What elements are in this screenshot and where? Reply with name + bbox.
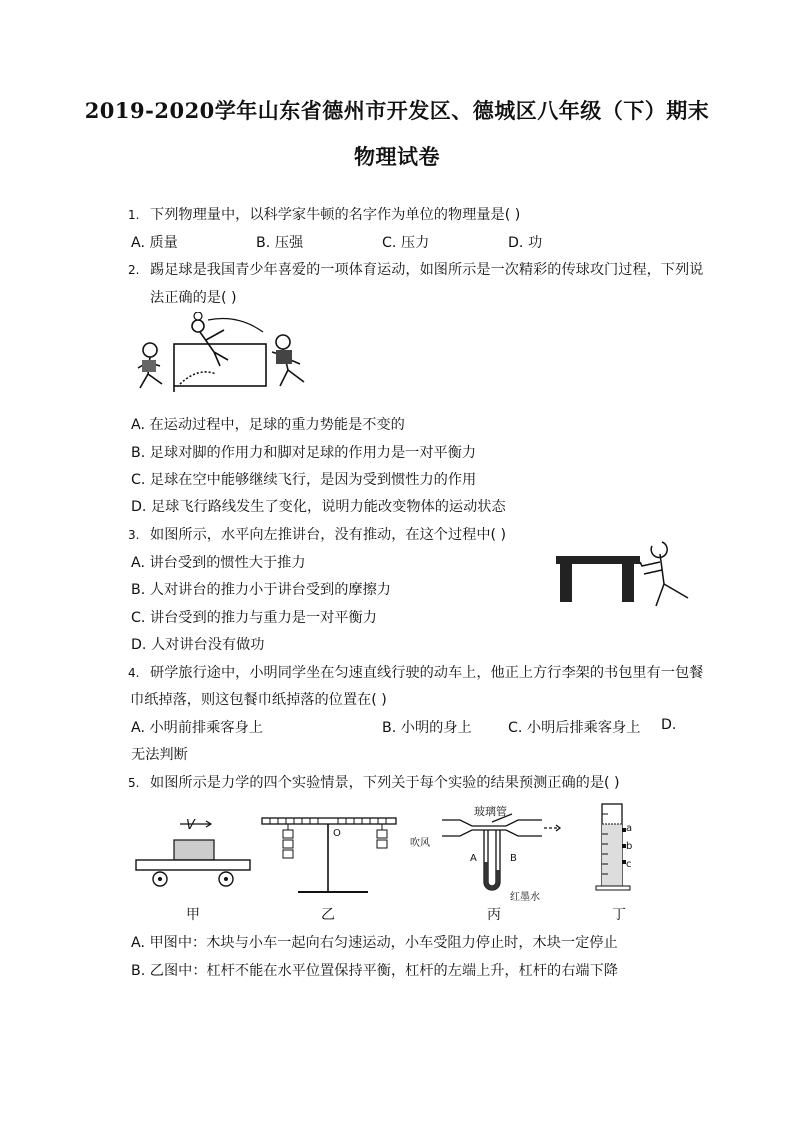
red-ink-label: 红墨水	[510, 892, 540, 903]
q1-option-d: D. 功	[508, 235, 543, 251]
cylinder-figure	[592, 800, 640, 894]
q3-option-b: B. 人对讲台的推力小于讲台受到的摩擦力	[131, 582, 391, 598]
label-b-cyl: b	[626, 841, 633, 852]
fig-label-bing: 丙	[487, 907, 501, 923]
question-2	[128, 259, 703, 279]
lever-figure	[258, 812, 400, 900]
q5-option-b: B. 乙图中：杠杆不能在水平位置保持平衡，杠杆的左端上升，杠杆的右端下降	[131, 963, 618, 979]
question-text: 下列物理量中，以科学家牛顿的名字作为单位的物理量是( )	[150, 207, 521, 223]
exam-title-line1: 2019-2020学年山东省德州市开发区、德城区八年级（下）期末	[84, 98, 710, 123]
question-text: 研学旅行途中，小明同学坐在匀速直线行驶的动车上，他正上方行李架的书包里有一包餐	[150, 665, 704, 681]
question-5	[128, 772, 620, 792]
question-number: 3.	[128, 528, 140, 542]
question-4-cont: 巾纸掉落，则这包餐巾纸掉落的位置在( )	[130, 692, 387, 708]
question-number: 5.	[128, 776, 140, 790]
label-b: B	[510, 853, 517, 864]
question-text: 踢足球是我国青少年喜爱的一项体育运动，如图所示是一次精彩的传球攻门过程，下列说	[150, 262, 704, 278]
pivot-label: O	[333, 828, 341, 839]
question-4	[128, 662, 703, 682]
fig-label-yi: 乙	[321, 907, 335, 923]
question-3	[128, 524, 506, 544]
q1-option-b: B. 压强	[256, 235, 304, 251]
velocity-label: V	[186, 818, 195, 833]
q3-option-c: C. 讲台受到的推力与重力是一对平衡力	[131, 610, 377, 626]
question-text: 如图所示，水平向左推讲台，没有推动，在这个过程中( )	[150, 527, 507, 543]
q4-option-b: B. 小明的身上	[382, 720, 472, 736]
label-c-cyl: c	[626, 859, 632, 870]
question-number: 1.	[128, 208, 140, 222]
q2-option-c: C. 足球在空中能够继续飞行，是因为受到惯性力的作用	[131, 472, 477, 488]
q4-option-d: D.	[661, 717, 677, 733]
lectern-push-figure	[552, 536, 692, 608]
question-number: 2.	[128, 263, 140, 277]
q1-option-a: A. 质量	[131, 235, 178, 251]
u-tube-figure	[432, 810, 562, 900]
q3-option-d: D. 人对讲台没有做功	[131, 637, 265, 653]
question-number: 4.	[128, 666, 140, 680]
exam-title-line2: 物理试卷	[354, 144, 440, 169]
question-1	[128, 204, 520, 224]
q2-option-a: A. 在运动过程中，足球的重力势能是不变的	[131, 417, 405, 433]
q2-option-b: B. 足球对脚的作用力和脚对足球的作用力是一对平衡力	[131, 445, 477, 461]
q4-option-a: A. 小明前排乘客身上	[131, 720, 263, 736]
q4-option-c: C. 小明后排乘客身上	[508, 720, 641, 736]
question-text: 如图所示是力学的四个实验情景，下列关于每个实验的结果预测正确的是( )	[150, 775, 620, 791]
blow-label: 吹风	[410, 838, 430, 849]
q2-option-d: D. 足球飞行路线发生了变化，说明力能改变物体的运动状态	[131, 499, 506, 515]
q3-option-a: A. 讲台受到的惯性大于推力	[131, 555, 306, 571]
q4-option-d-cont: 无法判断	[131, 747, 188, 763]
label-a: A	[470, 853, 477, 864]
q5-option-a: A. 甲图中：木块与小车一起向右匀速运动，小车受阻力停止时，木块一定停止	[131, 935, 618, 951]
fig-label-jia: 甲	[186, 907, 200, 923]
fig-label-ding: 丁	[612, 907, 626, 923]
q1-option-c: C. 压力	[382, 235, 430, 251]
label-a-cyl: a	[626, 823, 633, 834]
glass-tube-label: 玻璃管	[474, 805, 507, 818]
soccer-figure	[128, 312, 318, 404]
question-2-cont: 法正确的是( )	[150, 290, 237, 306]
